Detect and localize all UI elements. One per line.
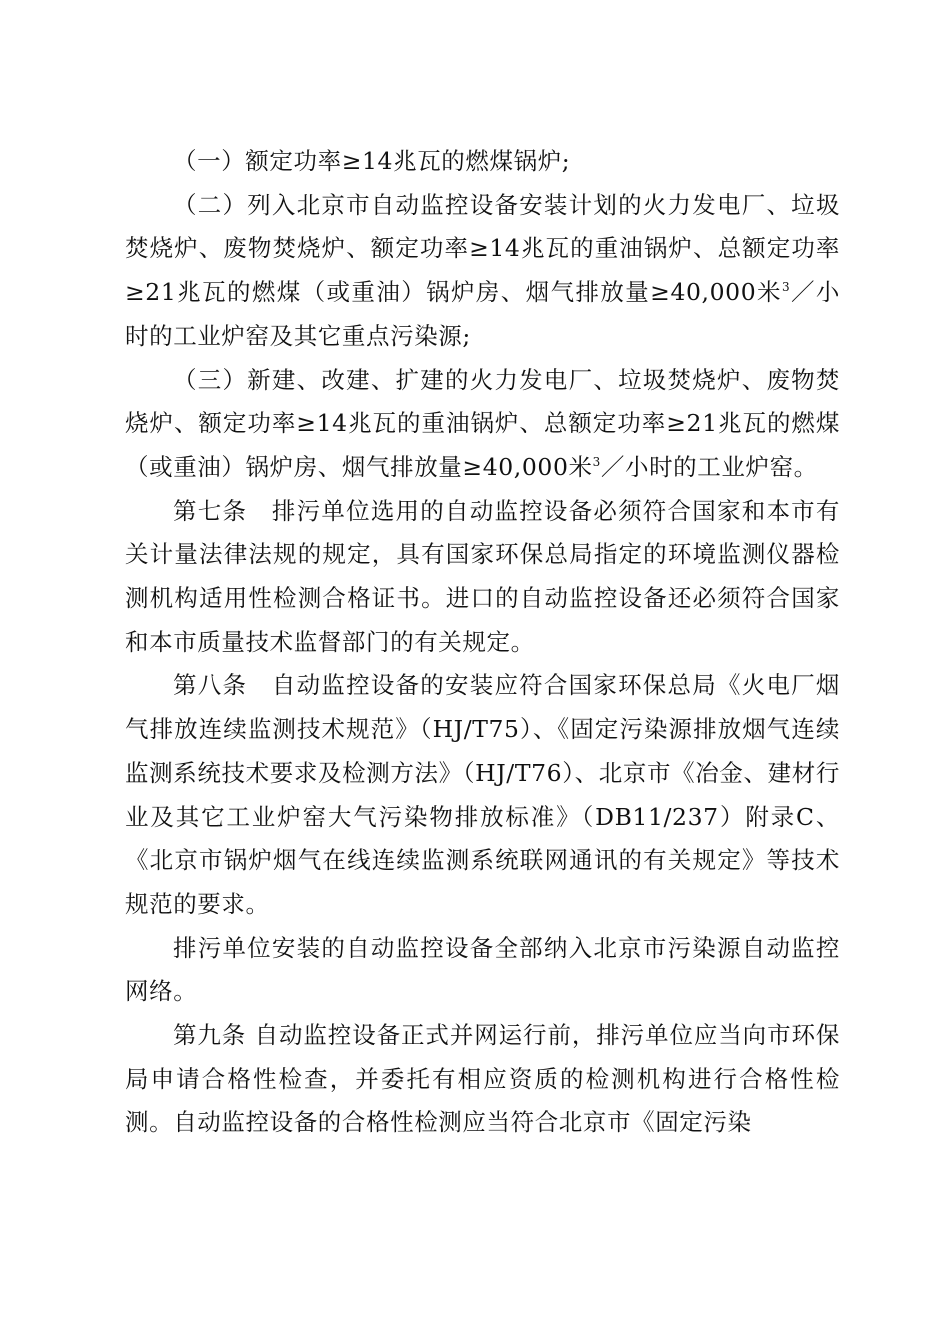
superscript: 3 [781, 280, 791, 295]
paragraph-text: （三）新建、改建、扩建的火力发电厂、垃圾焚烧炉、废物焚烧炉、额定功率≥14兆瓦的重油锅炉、总额定功率≥21兆瓦的燃煤（或重油）锅炉房、烟气排放量≥40,000米 [125, 365, 840, 481]
article-8 [125, 664, 840, 926]
document-body [125, 140, 840, 1145]
paragraph-item-1 [125, 140, 840, 184]
superscript: 3 [592, 455, 601, 470]
article-7 [125, 490, 840, 665]
article-9 [125, 1014, 840, 1145]
network-paragraph [125, 927, 840, 1014]
paragraph-text: ／小时的工业炉窑。 [600, 452, 818, 481]
paragraph-text: 排污单位安装的自动监控设备全部纳入北京市污染源自动监控网络。 [125, 933, 840, 1006]
paragraph-item-2 [125, 184, 840, 359]
paragraph-text: （一）额定功率≥14兆瓦的燃煤锅炉; [173, 147, 571, 175]
paragraph-item-3 [125, 359, 840, 490]
paragraph-text: （二）列入北京市自动监控设备安装计划的火力发电厂、垃圾焚烧炉、废物焚烧炉、额定功率≥14兆瓦的重油锅炉、总额定功率≥21兆瓦的燃煤（或重油）锅炉房、烟气排放量≥40,000米 [125, 190, 840, 307]
paragraph-text: 第九条 自动监控设备正式并网运行前，排污单位应当向市环保局申请合格性检查，并委托有相应资质的检测机构进行合格性检测。自动监控设备的合格性检测应当符合北京市《固定污染 [125, 1021, 840, 1137]
paragraph-text: 第七条 排污单位选用的自动监控设备必须符合国家和本市有关计量法律法规的规定，具有国家环保总局指定的环境监测仪器检测机构适用性检测合格证书。进口的自动监控设备还必须符合国家和本市质量技术监督部门的有关规定。 [125, 496, 840, 656]
paragraph-text: ／小时的工业炉窑及其它重点污染源; [125, 278, 841, 350]
paragraph-text: 第八条 自动监控设备的安装应符合国家环保总局《火电厂烟气排放连续监测技术规范》（HJ/T75）、《固定污染源排放烟气连续监测系统技术要求及检测方法》（HJ/T76）、北京市《冶金、建材行业及其它工业炉窑大气污染物排放标准》（DB11/237）附录C、《北京市锅炉烟气在线连续监测系统联网通讯的有关规定》等技术规范的要求。 [125, 671, 840, 918]
